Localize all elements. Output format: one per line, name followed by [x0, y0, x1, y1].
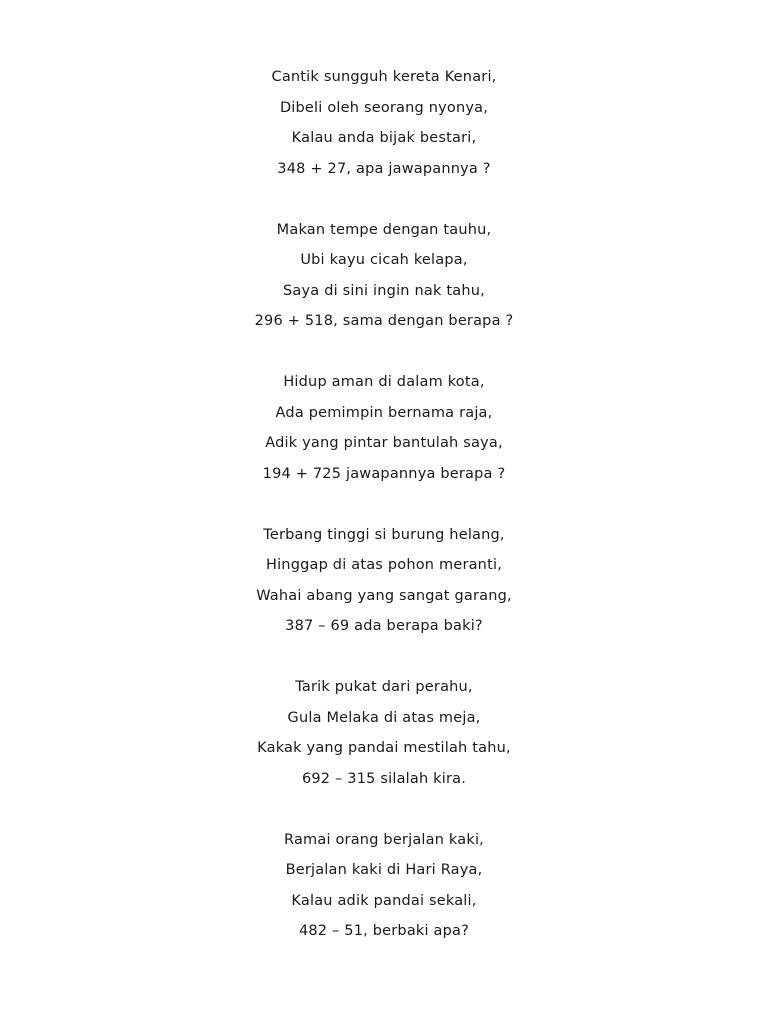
poem-line: Tarik pukat dari perahu,	[295, 679, 473, 695]
math-question-line: 194 + 725 jawapannya berapa ?	[262, 465, 506, 482]
poem-line: Hinggap di atas pohon meranti,	[265, 557, 503, 573]
poem-line: Ada pemimpin bernama raja,	[275, 404, 493, 421]
pantun-poem	[0, 62, 768, 977]
poem-line: Ubi kayu cicah kelapa,	[300, 252, 468, 268]
poem-line: Kakak yang pandai mestilah tahu,	[257, 740, 511, 756]
poem-line: Ramai orang berjalan kaki,	[284, 831, 484, 848]
math-question-line: 296 + 518, sama dengan berapa ?	[254, 313, 514, 329]
poem-line: Cantik sungguh kereta Kenari,	[271, 69, 497, 85]
poem-line: Makan tempe dengan tauhu,	[276, 221, 492, 238]
poem-line: Dibeli oleh seorang nyonya,	[279, 99, 489, 116]
stanza-4	[0, 520, 768, 642]
poem-line: Gula Melaka di atas meja,	[287, 709, 481, 726]
poem-line: Saya di sini ingin nak tahu,	[283, 282, 485, 299]
poem-line: Wahai abang yang sangat garang,	[256, 587, 512, 604]
stanza-2	[0, 215, 768, 337]
stanza-5	[0, 672, 768, 794]
poem-line: Adik yang pintar bantulah saya,	[265, 435, 503, 451]
stanza-6	[0, 825, 768, 947]
poem-line: Terbang tinggi si burung helang,	[263, 526, 505, 543]
poem-line: Kalau anda bijak bestari,	[291, 130, 477, 146]
math-question-line: 692 – 315 silalah kira.	[301, 770, 467, 787]
poem-line: Berjalan kaki di Hari Raya,	[285, 862, 483, 878]
poem-line: Kalau adik pandai sekali,	[291, 892, 477, 909]
math-question-line: 387 – 69 ada berapa baki?	[285, 618, 483, 634]
math-question-line: 348 + 27, apa jawapannya ?	[277, 160, 491, 177]
stanza-3	[0, 367, 768, 489]
poem-line: Hidup aman di dalam kota,	[283, 374, 485, 390]
math-question-line: 482 – 51, berbaki apa?	[298, 923, 470, 939]
stanza-1	[0, 62, 768, 184]
